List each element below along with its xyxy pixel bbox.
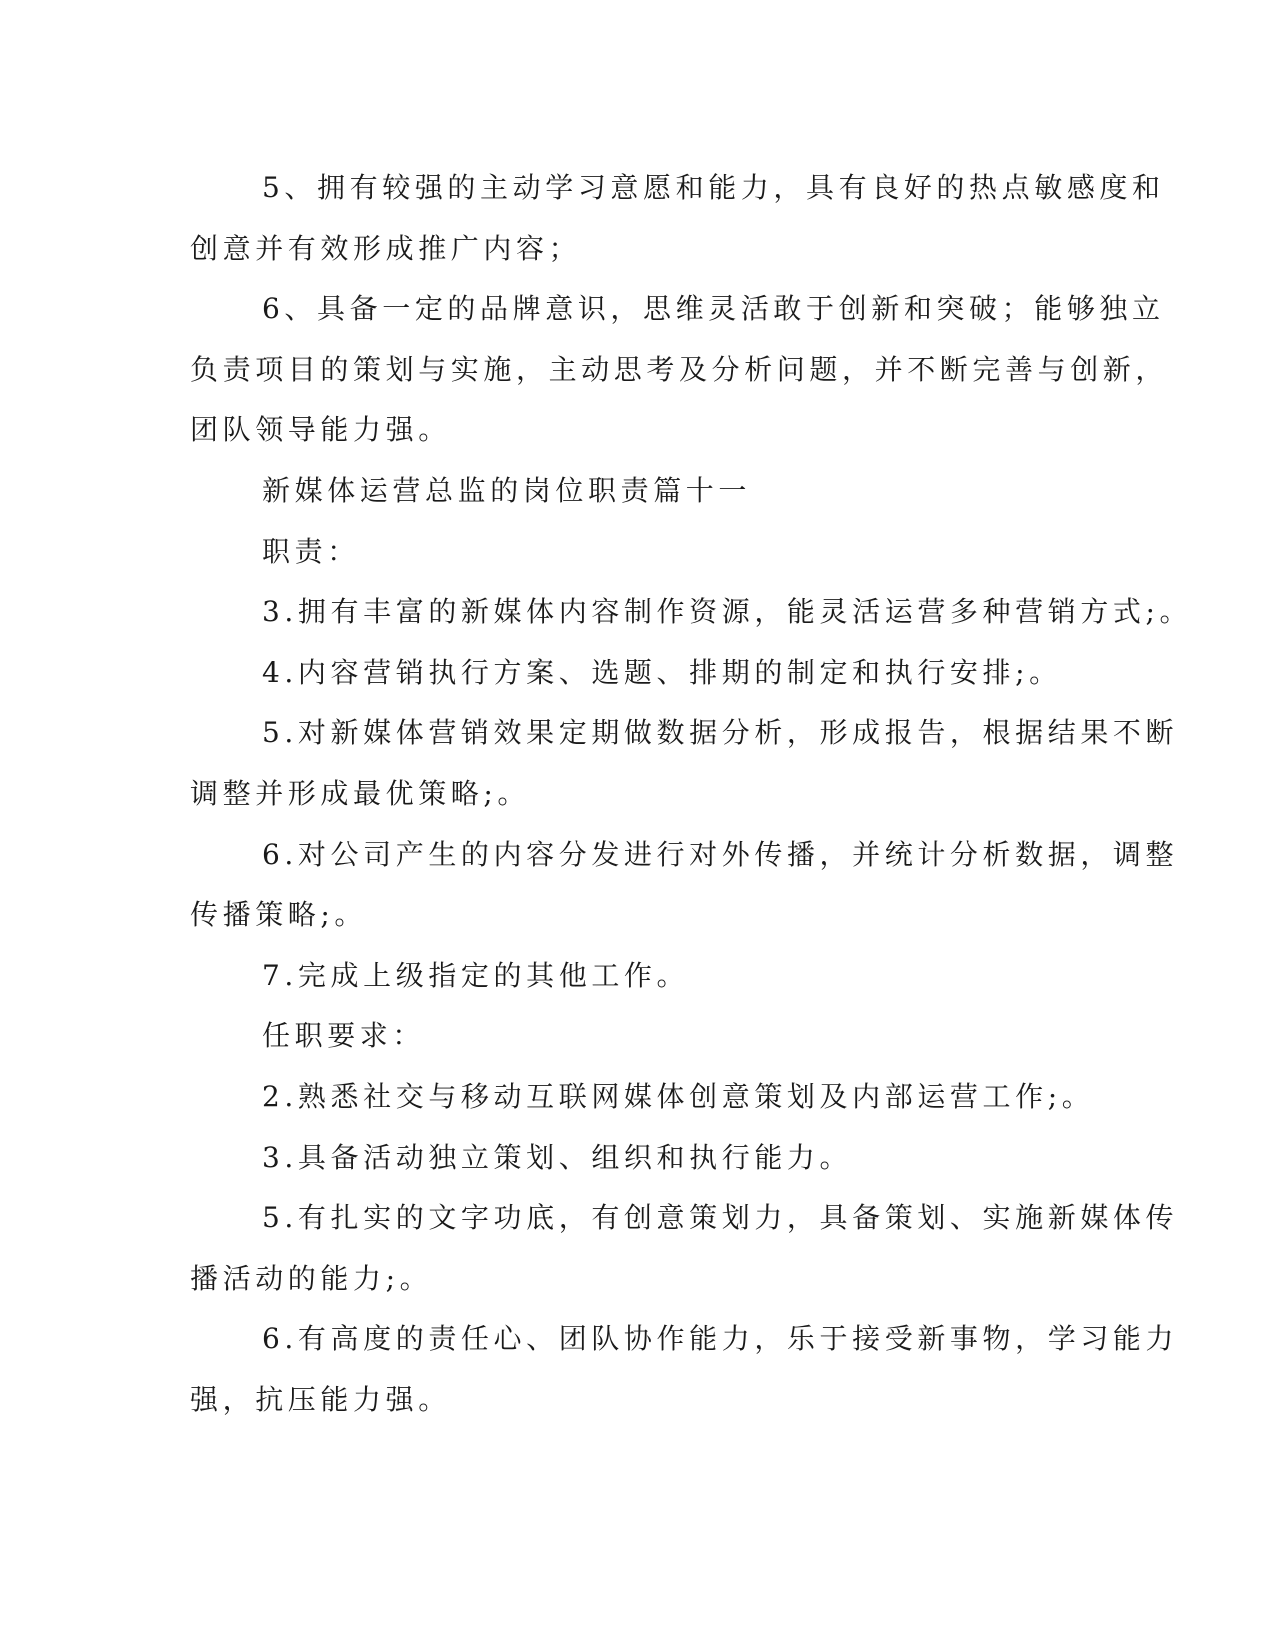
paragraph-line: 2.熟悉社交与移动互联网媒体创意策划及内部运营工作;。 (262, 1079, 1095, 1113)
paragraph-line: 调整并形成最优策略;。 (190, 776, 531, 810)
paragraph-line: 负责项目的策划与实施，主动思考及分析问题，并不断完善与创新， (190, 352, 1169, 386)
paragraph-line: 5、拥有较强的主动学习意愿和能力，具有良好的热点敏感度和 (262, 171, 1165, 204)
paragraph-line: 5.有扎实的文字功底，有创意策划力，具备策划、实施新媒体传 (262, 1201, 1179, 1235)
paragraph-line: 传播策略;。 (190, 898, 368, 932)
document-body (190, 158, 1193, 1430)
subsection-heading-duties: 职责： (262, 534, 360, 568)
paragraph-line: 团队领导能力强。 (190, 413, 451, 447)
paragraph-line: 6.对公司产生的内容分发进行对外传播，并统计分析数据，调整 (262, 837, 1179, 871)
subsection-heading-requirements: 任职要求： (262, 1019, 426, 1053)
paragraph-line: 3.具备活动独立策划、组织和执行能力。 (262, 1140, 853, 1174)
paragraph-line: 6、具备一定的品牌意识，思维灵活敢于创新和突破；能够独立 (262, 292, 1165, 326)
paragraph-line: 6.有高度的责任心、团队协作能力，乐于接受新事物，学习能力 (262, 1322, 1179, 1356)
paragraph-line: 播活动的能力;。 (190, 1261, 433, 1295)
paragraph-line: 强，抗压能力强。 (190, 1382, 451, 1416)
paragraph-line: 4.内容营销执行方案、选题、排期的制定和执行安排;。 (262, 655, 1062, 689)
paragraph-line: 7.完成上级指定的其他工作。 (262, 958, 690, 992)
section-heading: 新媒体运营总监的岗位职责篇十一 (262, 473, 752, 507)
paragraph-line: 3.拥有丰富的新媒体内容制作资源，能灵活运营多种营销方式;。 (262, 595, 1193, 629)
paragraph-line: 创意并有效形成推广内容； (190, 231, 582, 265)
paragraph-line: 5.对新媒体营销效果定期做数据分析，形成报告，根据结果不断 (262, 716, 1179, 750)
